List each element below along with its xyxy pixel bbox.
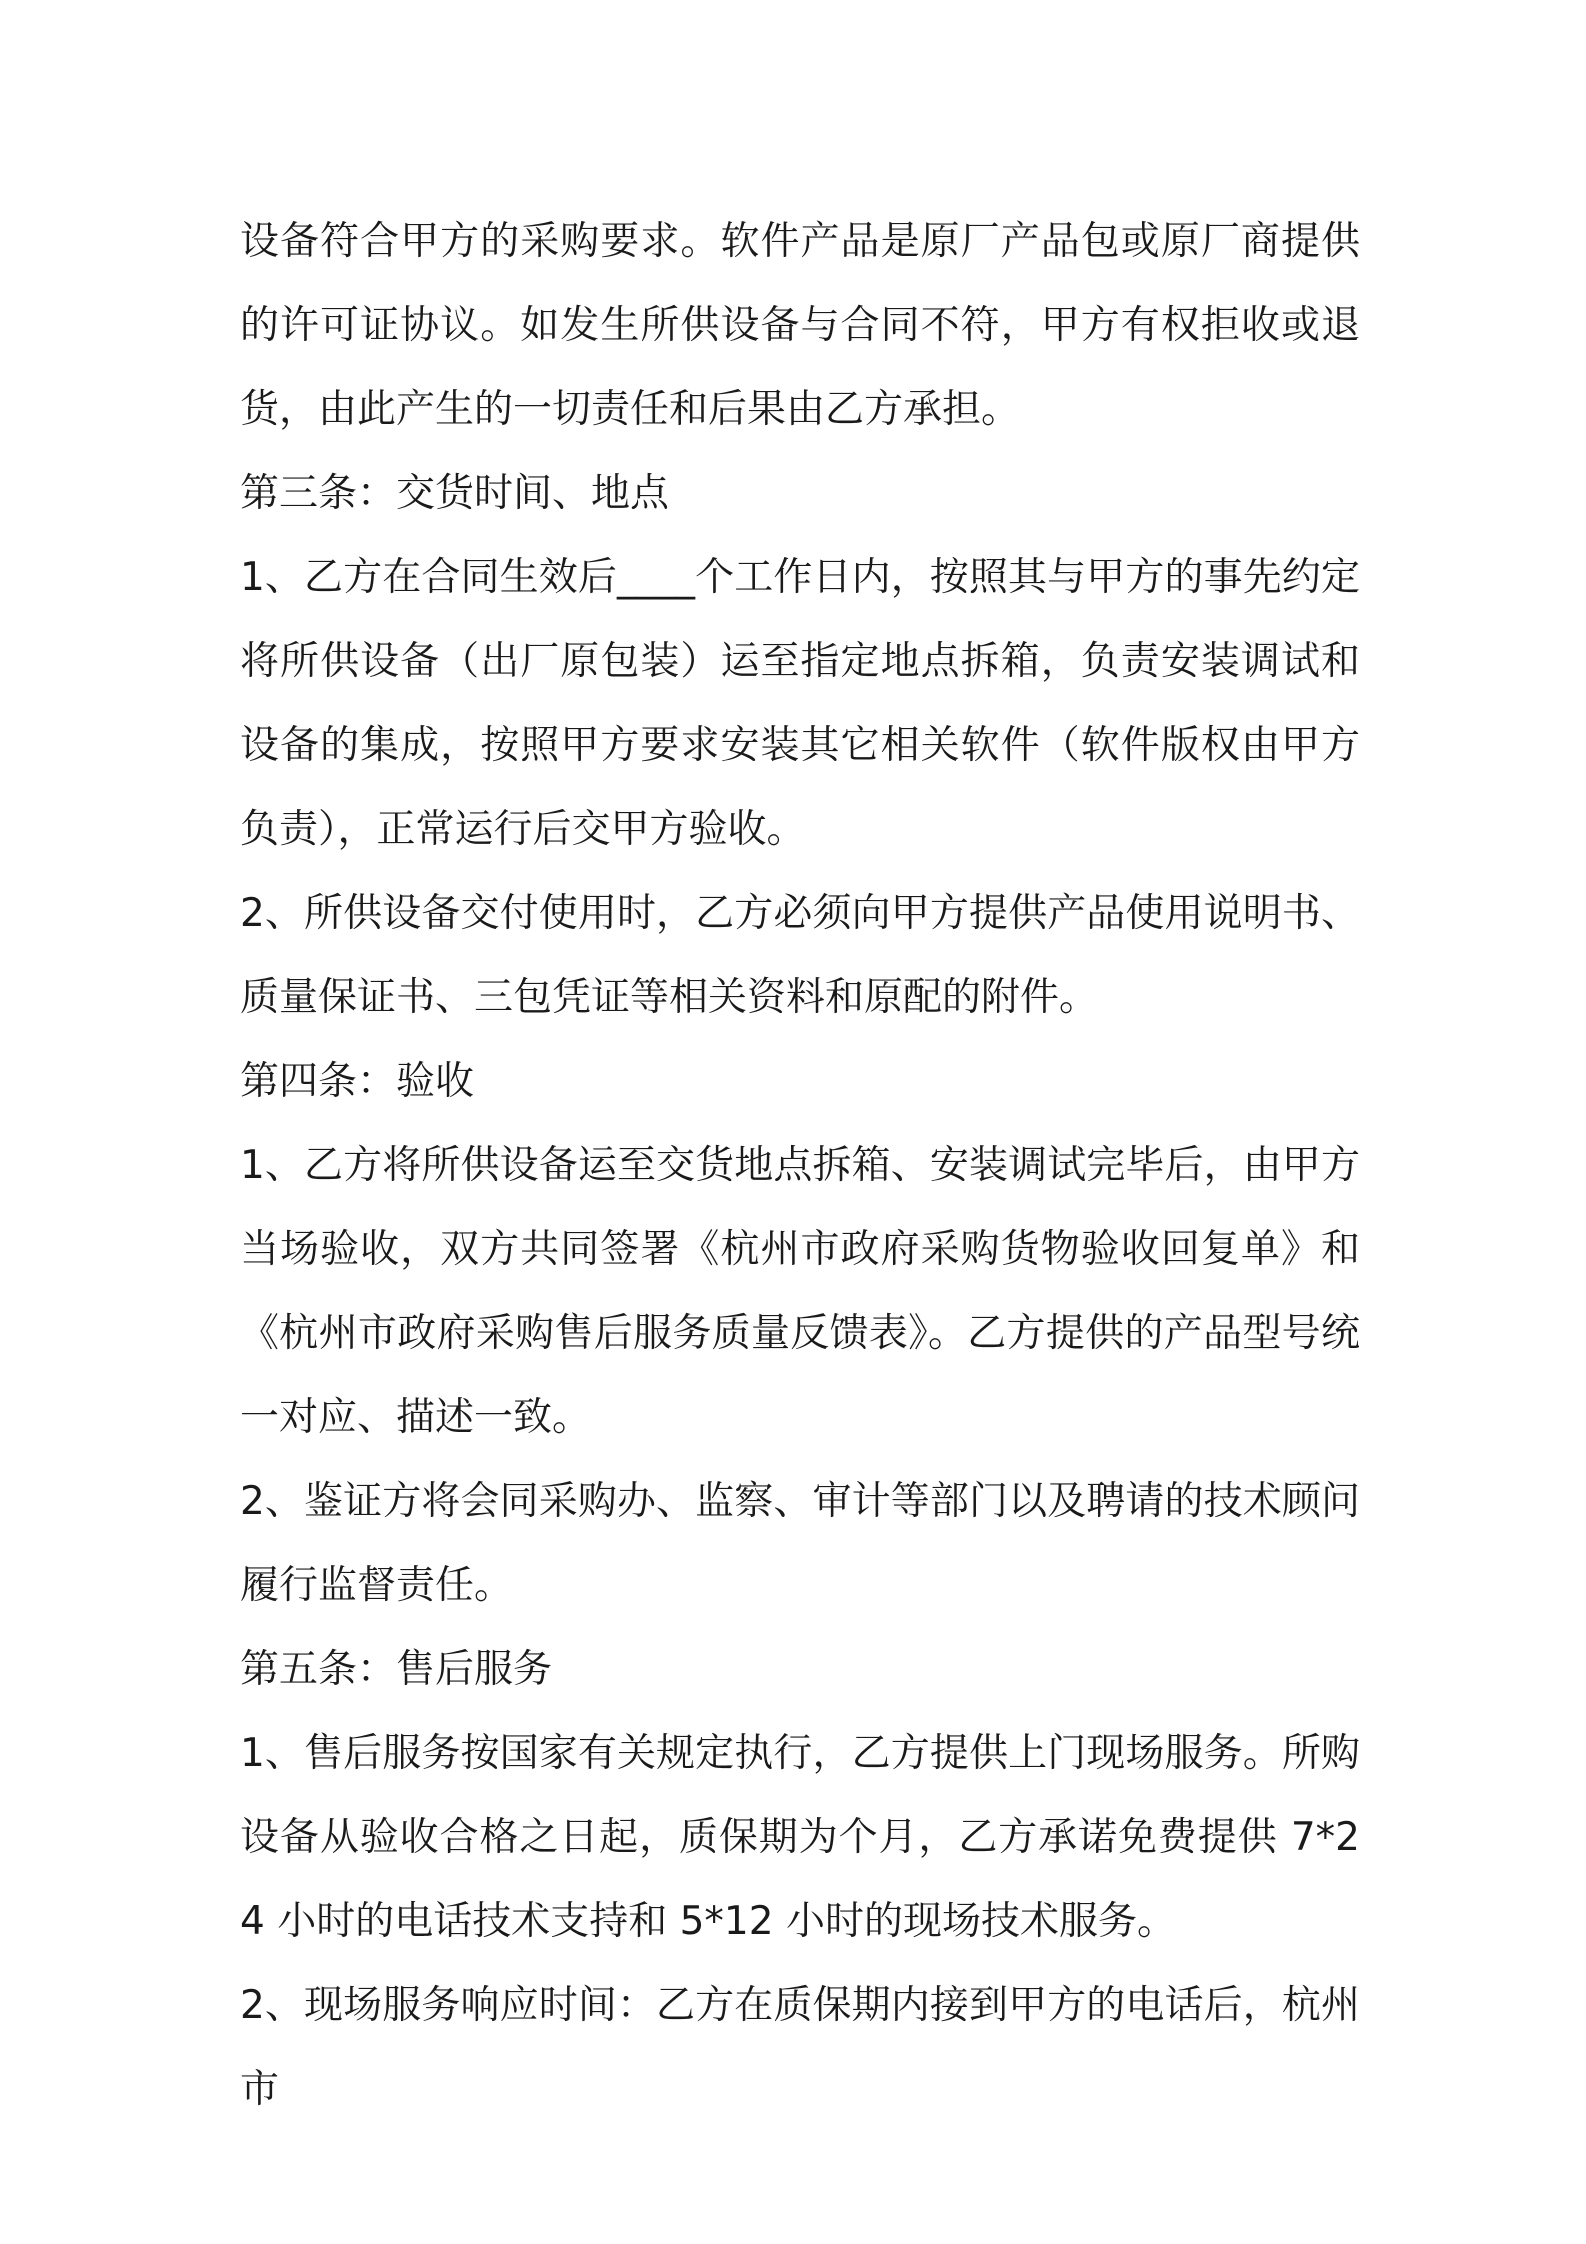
paragraph-delivery-2: 2、所供设备交付使用时，乙方必须向甲方提供产品使用说明书、质量保证书、三包凭证等相关资料和原配的附件。: [240, 891, 1360, 1020]
article-4-heading: 第四条：验收: [240, 1059, 475, 1104]
document-body: [240, 200, 1360, 2132]
article-5-heading: 第五条：售后服务: [240, 1647, 553, 1692]
article-3-heading: 第三条：交货时间、地点: [240, 471, 670, 516]
paragraph-acceptance-1: 1、乙方将所供设备运至交货地点拆箱、安装调试完毕后，由甲方当场验收，双方共同签署《杭州市政府采购货物验收回复单》和《杭州市政府采购售后服务质量反馈表》。乙方提供的产品型号统一对应、描述一致。: [240, 1143, 1360, 1440]
paragraph-service-2: 2、现场服务响应时间：乙方在质保期内接到甲方的电话后，杭州市: [240, 1983, 1360, 2112]
paragraph-equipment-requirements: 设备符合甲方的采购要求。软件产品是原厂产品包或原厂商提供的许可证协议。如发生所供设备与合同不符，甲方有权拒收或退货，由此产生的一切责任和后果由乙方承担。: [240, 219, 1360, 432]
paragraph-acceptance-2: 2、鉴证方将会同采购办、监察、审计等部门以及聘请的技术顾问履行监督责任。: [240, 1479, 1360, 1608]
paragraph-delivery-1: 1、乙方在合同生效后____个工作日内，按照其与甲方的事先约定将所供设备（出厂原包装）运至指定地点拆箱，负责安装调试和设备的集成，按照甲方要求安装其它相关软件（软件版权由甲方负责），正常运行后交甲方验收。: [240, 555, 1360, 852]
paragraph-service-1: 1、售后服务按国家有关规定执行，乙方提供上门现场服务。所购设备从验收合格之日起，质保期为个月，乙方承诺免费提供 7*24 小时的电话技术支持和 5*12 小时的现场技术服务。: [240, 1731, 1360, 1944]
